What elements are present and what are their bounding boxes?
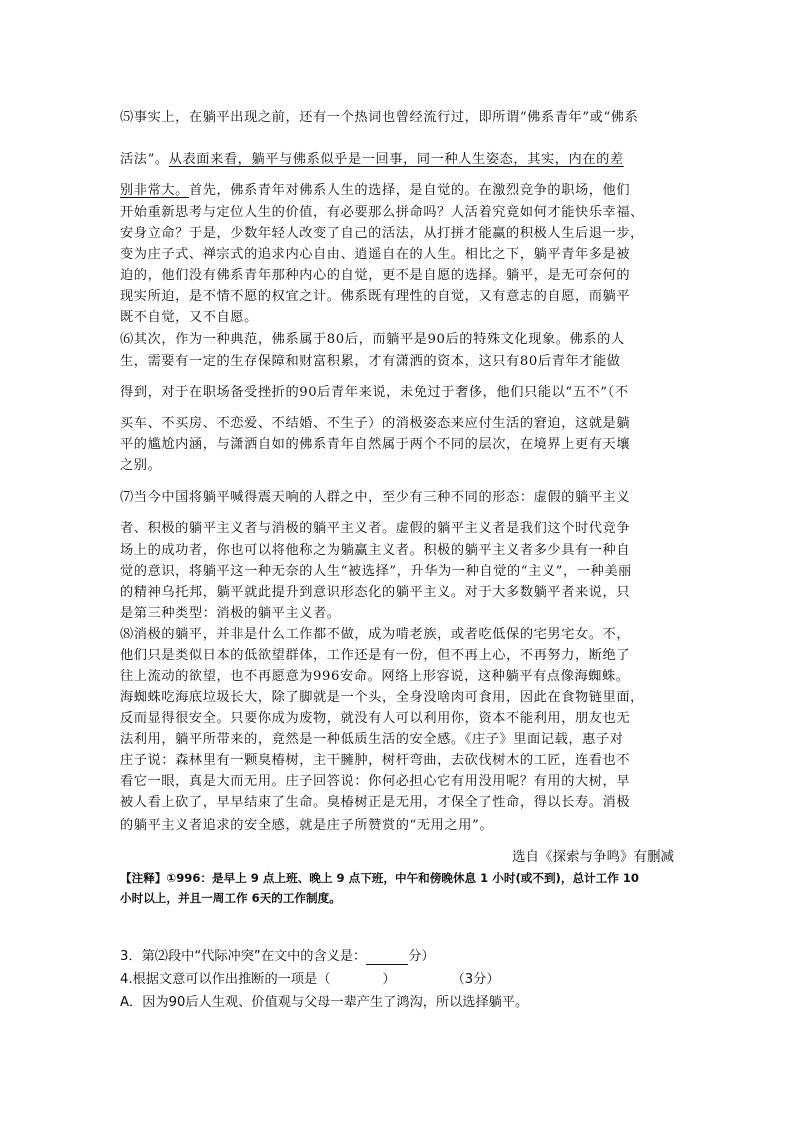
p7-line: 者、积极的躺平主义者与消极的躺平主义者。虚假的躺平主义者是我们这个时代竞争 (120, 521, 631, 536)
p5-line: 开始重新思考与定位人生的价值，有必要那么拼命吗？人活着究竟如何才能快乐幸福、 (120, 205, 644, 220)
p5-line: 现实所迫，是不情不愿的权宜之计。佛系既有理性的自觉，又有意志的自愿，而躺平 (120, 289, 631, 304)
p8-line: 看它一眼，真是大而无用。庄子回答说：你何必担心它有用没用呢？有用的大树，早 (120, 774, 631, 789)
question-4 (120, 972, 500, 988)
p6-line: 之别。 (120, 458, 162, 473)
p5-underlined-text: 别非常大。 (120, 183, 189, 198)
p8-line: 的躺平主义者追求的安全感，就是庄子所赞赏的“无用之用”。 (120, 818, 494, 833)
p5-fragment: 首先，佛系青年对佛系人生的选择，是自觉的。在激烈竞争的职场，他们 (188, 183, 631, 198)
p5-line (120, 152, 624, 168)
p8-line: 他们只是类似日本的低欲望群体，工作还是有一份，但不再上心，不再努力，断绝了 (120, 648, 631, 663)
p8-line: 反而显得很安全。只要你成为废物，就没有人可以利用你，资本不能利用，朋友也无 (120, 711, 631, 726)
p6-line: 得到，对于在职场备受挫折的90后青年来说，未免过于奢侈，他们只能以“五不”（不 (120, 385, 629, 400)
p8-line: 被人看上砍了，早早结束了生命。臭椿树正是无用，才保全了性命，得以长寿。消极 (120, 795, 631, 810)
question-3-text: 3．第⑵段中“代际冲突”在文中的含义是： (120, 949, 367, 964)
p8-line: 法利用，躺平所带来的，竟然是一种低质生活的安全感。《庄子》里面记载，惠子对 (120, 732, 624, 747)
question-4-close: ） (382, 972, 396, 987)
p5-underlined-text: 从表面来看，躺平与佛系似乎是一回事，同一种人生姿态，其实，内在的差 (168, 152, 624, 167)
p5-line: 变为庄子式、禅宗式的追求内心自由、逍遥自在的人生。相比之下，躺平青年多是被 (120, 247, 631, 262)
footnote-line: 【注释】①996：是早上 9 点上班、晚上 9 点下班，中午和傍晚休息 1 小时(或不到)，总计工作 10 (120, 871, 639, 885)
p7-line: 场上的成功者，你也可以将他称之为躺赢主义者。积极的躺平主义者多少具有一种自 (120, 543, 631, 558)
p5-line: 迫的，他们没有佛系青年那种内心的自觉，更不是自愿的选择。躺平，是无可奈何的 (120, 268, 631, 283)
p6-line: 买车、不买房、不恋爱、不结婚、不生子）的消极姿态来应付生活的窘迫，这就是躺 (120, 416, 631, 431)
p7-line: 觉的意识，将躺平这一种无奈的人生“被选择”，升华为一种自觉的“主义”，一种美丽 (120, 564, 632, 579)
option-a: A．因为90后人生观、价值观与父母一辈产生了鸿沟，所以选择躺平。 (120, 995, 529, 1010)
p5-line: ⑸事实上，在躺平出现之前，还有一个热词也曾经流行过，即所谓“佛系青年”或“佛系 (120, 110, 639, 125)
p8-line: 往上流动的欲望，也不再愿意为996安命。网络上形容说，这种躺平有点像海蜘蛛。 (120, 669, 630, 684)
footnote-line: 小时以上，并且一周工作 6天的工作制度。 (120, 891, 341, 905)
p8-line: 庄子说：森林里有一颗臭椿树，主干臃肿，树杆弯曲，去砍伐树木的工匠，连看也不 (120, 753, 631, 768)
question-4-text: 4.根据文意可以作出推断的一项是（ (120, 972, 331, 987)
p6-line: 生，需要有一定的生存保障和财富积累，才有潇洒的资本，这只有80后青年才能做 (120, 354, 621, 369)
p7-line: 的精神乌托邦，躺平就此提升到意识形态化的躺平主义。对于大多数躺平者来说，只 (120, 585, 631, 600)
p5-line: 既不自觉，又不自愿。 (120, 310, 258, 325)
p5-line (120, 183, 630, 199)
p6-line: ⑹其次，作为一种典范，佛系属于80后，而躺平是90后的特殊文化现象。佛系的人 (120, 332, 625, 347)
p6-line: 平的尴尬内涵，与潇洒自如的佛系青年自然属于两个不同的层次，在境界上更有天壤 (120, 437, 631, 452)
p5-fragment: 活法”。 (120, 152, 169, 167)
question-3-score: 分） (408, 949, 435, 964)
p5-line: 安身立命？于是，少数年轻人改变了自己的活法，从打拼才能赢的积极人生后退一步， (120, 226, 644, 241)
question-3 (120, 949, 435, 965)
p8-line: ⑻消极的躺平，并非是什么工作都不做，成为啃老族，或者吃低保的宅男宅女。不， (120, 627, 631, 642)
p8-line: 海蜘蛛吃海底垃圾长大，除了脚就是一个头，全身没啥肉可食用，因此在食物链里面， (120, 690, 644, 705)
answer-blank[interactable] (366, 951, 408, 965)
p7-line: 是第三种类型：消极的躺平主义者。 (120, 606, 341, 621)
p7-line: ⑺当今中国将躺平喊得震天响的人群之中，至少有三种不同的形态：虚假的躺平主义 (120, 490, 631, 505)
source-citation: 选自《探索与争鸣》有删减 (512, 849, 674, 865)
question-4-score: （3分） (451, 972, 500, 987)
